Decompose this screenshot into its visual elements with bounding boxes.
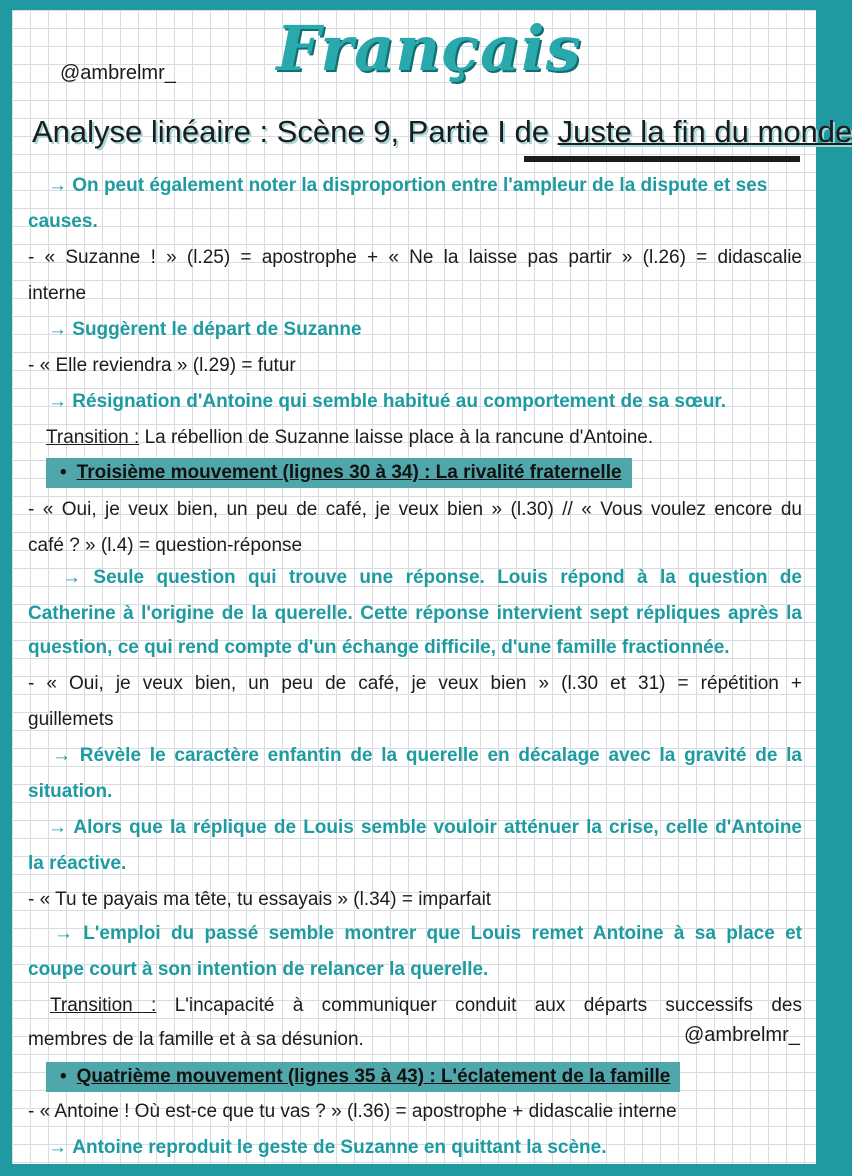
page-title: Français (276, 12, 582, 85)
plain-text: - « Tu te payais ma tête, tu essayais » (l.34) = imparfait (28, 889, 492, 910)
text-line-9 (28, 492, 802, 528)
teal-text: la réactive. (28, 853, 127, 874)
text-line-18 (28, 810, 802, 846)
subtitle-underline-bar (524, 156, 800, 162)
teal-text: coupe court à son intention de relancer la querelle. (28, 959, 489, 980)
plain-text: guillemets (28, 709, 114, 730)
note-sheet (12, 10, 852, 1164)
teal-text: question, ce qui rend compte d'un échange difficile, d'une famille fractionnée. (28, 637, 730, 658)
bullet-icon: • (60, 1066, 67, 1087)
teal-text: → L'emploi du passé semble montrer que Louis remet Antoine à sa place et (54, 923, 802, 944)
text-line-21 (28, 916, 802, 952)
teal-text: causes. (28, 211, 98, 232)
section-heading-4: • Quatrième mouvement (lignes 35 à 43) : L'éclatement de la famille (46, 1062, 680, 1092)
teal-text: → Seule question qui trouve une réponse. Louis répond à la question de (62, 567, 802, 588)
plain-text: café ? » (l.4) = question-réponse (28, 535, 303, 556)
plain-text: - « Oui, je veux bien, un peu de café, je veux bien » (l.30 et 31) = répétition + (28, 673, 802, 694)
text-line-19 (28, 846, 802, 882)
text-line-11 (28, 560, 802, 596)
bullet-icon: • (60, 462, 67, 483)
teal-text: On peut également noter la disproportion entre l'ampleur de la dispute et ses (72, 175, 768, 196)
teal-text: → Révèle le caractère enfantin de la querelle en décalage avec la gravité de la (52, 745, 802, 766)
text-line-26 (28, 1094, 802, 1130)
text-line-22 (28, 952, 802, 988)
text-line-27 (28, 1130, 802, 1166)
subtitle-prefix: Analyse linéaire : Scène 9, Partie I de (32, 114, 549, 149)
text-line-7 (28, 384, 802, 420)
text-line-16 (28, 738, 802, 774)
text-line-20 (28, 882, 802, 918)
arrow-icon: → (48, 319, 67, 340)
text-line-4 (28, 276, 802, 312)
arrow-icon: → (48, 1137, 67, 1158)
text-line-14 (28, 666, 802, 702)
text-line-15 (28, 702, 802, 738)
plain-text: interne (28, 283, 87, 304)
section-heading-3: • Troisième mouvement (lignes 30 à 34) : La rivalité fraternelle (46, 458, 632, 488)
author-handle-bottom: @ambrelmr_ (684, 1024, 800, 1046)
teal-text: → Alors que la réplique de Louis semble vouloir atténuer la crise, celle d'Antoine (48, 817, 802, 838)
plain-text: La rébellion de Suzanne laisse place à la rancune d'Antoine. (144, 427, 654, 448)
plain-text: - « Oui, je veux bien, un peu de café, je veux bien » (l.30) // « Vous voulez encore du (28, 499, 802, 520)
text-line-6 (28, 348, 802, 384)
text-line-5 (28, 312, 802, 348)
text-line-2 (28, 204, 802, 240)
text-line-13 (28, 630, 802, 666)
transition-line-1 (28, 420, 802, 456)
transition-line-2 (28, 988, 802, 1024)
author-handle-top: @ambrelmr_ (60, 62, 176, 84)
plain-text: L'incapacité à communiquer conduit aux départs successifs des (174, 995, 803, 1016)
plain-text: membres de la famille et à sa désunion. (28, 1029, 364, 1050)
arrow-icon: → (48, 175, 67, 196)
page-subtitle (32, 114, 852, 150)
plain-text: - « Suzanne ! » (l.25) = apostrophe + « Ne la laisse pas partir » (l.26) = didascalie (28, 247, 802, 268)
text-line-24 (28, 1022, 588, 1058)
text-line-3 (28, 240, 802, 276)
transition-label: Transition : (50, 995, 157, 1016)
subtitle-work: Juste la fin du monde (557, 114, 852, 149)
text-line-1 (28, 168, 802, 204)
teal-text: Suggèrent le départ de Suzanne (72, 319, 362, 340)
text-line-17 (28, 774, 802, 810)
transition-label: Transition : (46, 427, 140, 448)
plain-text: - « Antoine ! Où est-ce que tu vas ? » (l.36) = apostrophe + didascalie interne (28, 1101, 677, 1122)
arrow-icon: → (48, 391, 67, 412)
plain-text: - « Elle reviendra » (l.29) = futur (28, 355, 296, 376)
teal-text: Résignation d'Antoine qui semble habitué au comportement de sa sœur. (72, 391, 727, 412)
teal-text: Antoine reproduit le geste de Suzanne en quittant la scène. (72, 1137, 607, 1158)
text-line-12 (28, 596, 802, 632)
teal-text: situation. (28, 781, 113, 802)
teal-text: Catherine à l'origine de la querelle. Cette réponse intervient sept répliques après la (28, 603, 802, 624)
text-line-10 (28, 528, 802, 564)
